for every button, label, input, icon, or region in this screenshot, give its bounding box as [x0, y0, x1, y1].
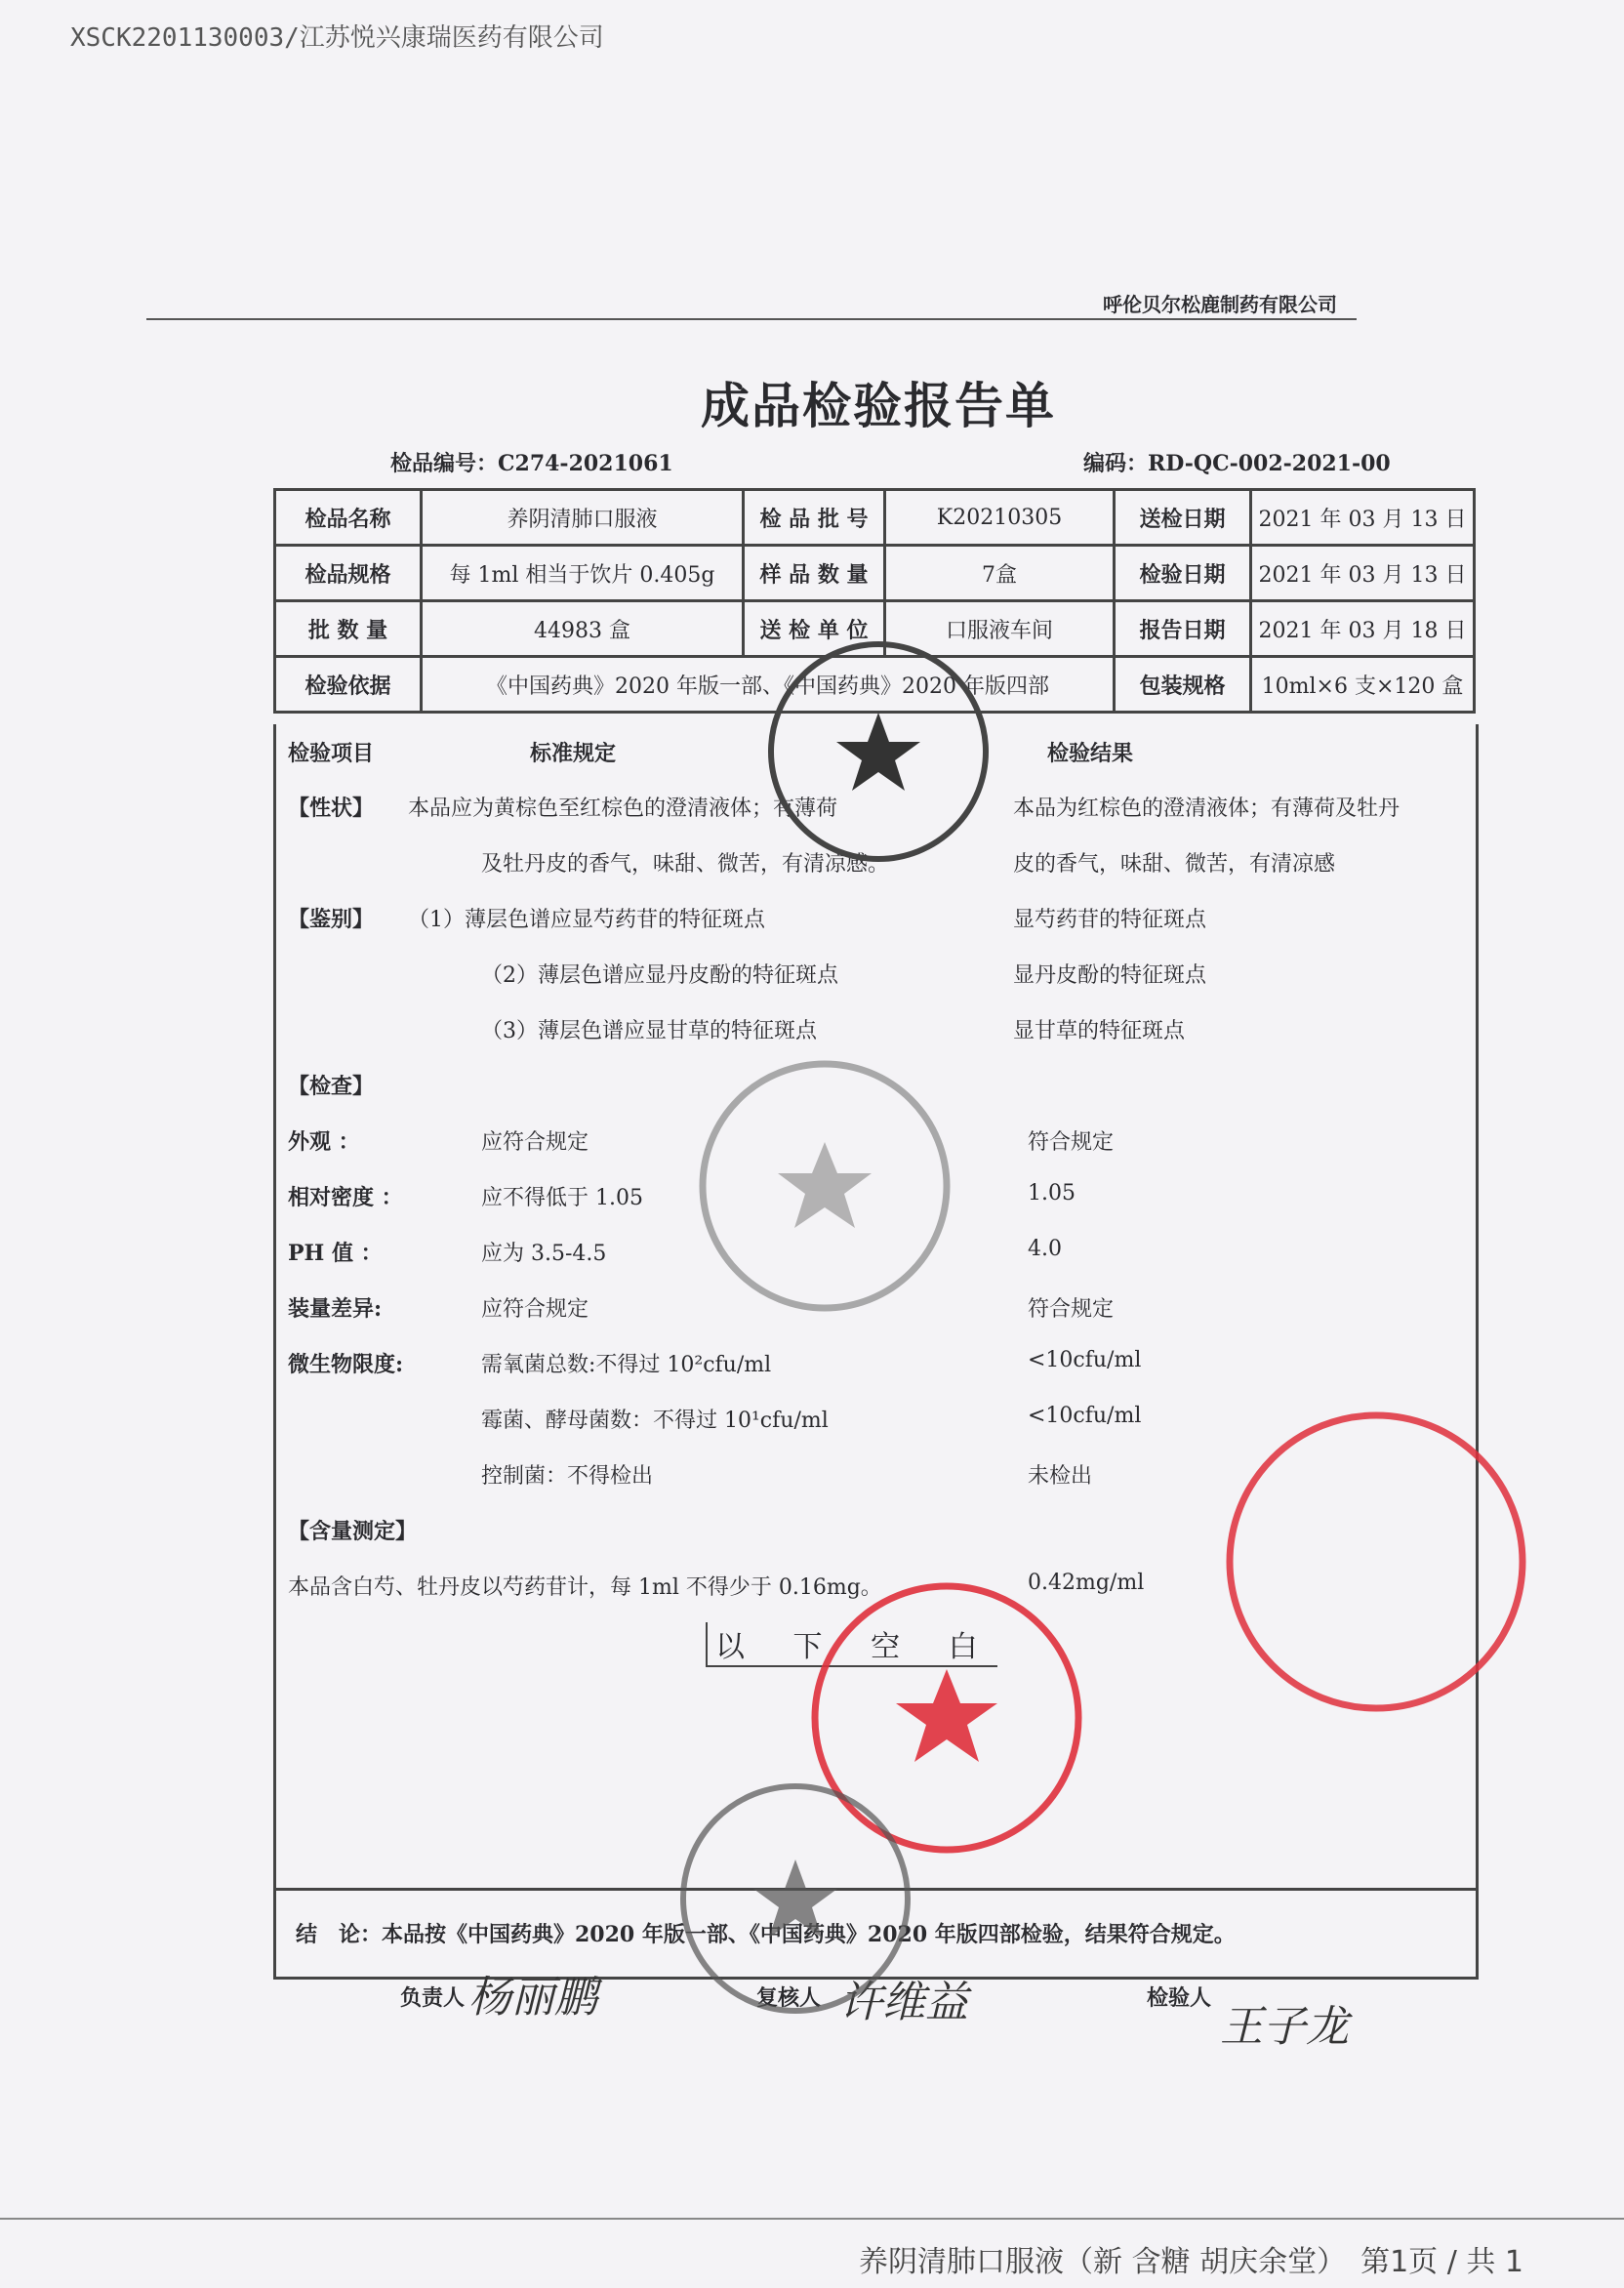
cell: 《中国药典》2020 年版一部、《中国药典》2020 年版四部: [422, 657, 1115, 713]
row-standard: 需氧菌总数:不得过 10²cfu/ml: [481, 1353, 772, 1377]
row-result: 4.0: [1028, 1237, 1062, 1261]
cell: 7盒: [885, 546, 1115, 601]
row-standard: 应不得低于 1.05: [481, 1186, 643, 1210]
table-row: [275, 490, 1475, 546]
row-result: 显丹皮酚的特征斑点: [1013, 963, 1207, 988]
responsible-label: 负责人: [400, 1985, 466, 2011]
row-result: 未检出: [1028, 1464, 1093, 1489]
row-standard: （1）薄层色谱应显芍药苷的特征斑点: [408, 908, 765, 932]
row-label: 【性状】: [288, 796, 375, 821]
cell: 送 检 单 位: [744, 601, 885, 657]
row-result: 显甘草的特征斑点: [1013, 1019, 1186, 1043]
cell: 10ml×6 支×120 盒: [1251, 657, 1475, 713]
conclusion-text: 结 论：本品按《中国药典》2020 年版一部、《中国药典》2020 年版四部检验，结果符合规定。: [296, 1922, 1236, 1947]
col-header-standard: 标准规定: [530, 741, 617, 766]
responsible-signature: 杨丽鹏: [468, 1973, 597, 2022]
row-result: 0.42mg/ml: [1028, 1571, 1145, 1595]
cell: 每 1ml 相当于饮片 0.405g: [422, 546, 744, 601]
row-standard: 霉菌、酵母菌数：不得过 10¹cfu/ml: [481, 1409, 829, 1433]
cell: 检验依据: [275, 657, 422, 713]
stamp-seal-1: [761, 634, 995, 869]
row-label: 【检查】: [288, 1074, 375, 1099]
row-standard: 应为 3.5-4.5: [481, 1242, 607, 1266]
row-label: 装量差异:: [288, 1296, 383, 1322]
cell: 养阴清肺口服液: [422, 490, 744, 546]
divider: [146, 318, 1357, 320]
row-standard: （2）薄层色谱应显丹皮酚的特征斑点: [481, 963, 838, 988]
company-name: 呼伦贝尔松鹿制药有限公司: [1103, 293, 1337, 316]
row-label: 【鉴别】: [288, 907, 375, 932]
reviewer-signature: 许维益: [839, 1978, 968, 2027]
cell: 检 品 批 号: [744, 490, 885, 546]
cell: 检品规格: [275, 546, 422, 601]
doc-code: 编码：RD-QC-002-2021-00: [1083, 451, 1391, 476]
inspector-label: 检验人: [1147, 1985, 1212, 2011]
row-label: 【含量测定】: [288, 1519, 418, 1544]
row-standard: 本品应为黄棕色至红棕色的澄清液体；有薄荷: [408, 797, 838, 821]
footer-divider: [0, 2218, 1624, 2220]
stamp-seal-2: [693, 1054, 956, 1318]
row-standard: 应符合规定: [481, 1297, 589, 1322]
row-label: 相对密度 ：: [288, 1185, 403, 1210]
cell: 检验日期: [1115, 546, 1251, 601]
table-row: [275, 546, 1475, 601]
footer-text: 养阴清肺口服液（新 含糖 胡庆余堂） 第1页 / 共 1: [859, 2245, 1523, 2279]
row-result: 符合规定: [1028, 1130, 1115, 1155]
cell: 样 品 数 量: [744, 546, 885, 601]
cell: K20210305: [885, 490, 1115, 546]
cell: 批 数 量: [275, 601, 422, 657]
row-result: 显芍药苷的特征斑点: [1013, 908, 1207, 932]
cell: 检品名称: [275, 490, 422, 546]
stamp-seal-5: [673, 1777, 917, 2021]
cell: 口服液车间: [885, 601, 1115, 657]
cell: 包装规格: [1115, 657, 1251, 713]
cell: 送检日期: [1115, 490, 1251, 546]
row-result: 1.05: [1028, 1181, 1076, 1205]
cell: 报告日期: [1115, 601, 1251, 657]
sample-number: 检品编号：C274-2021061: [390, 451, 673, 476]
row-standard: （3）薄层色谱应显甘草的特征斑点: [481, 1019, 817, 1043]
row-label: 外观 ：: [288, 1129, 360, 1155]
row-result: 符合规定: [1028, 1297, 1115, 1322]
cell: 2021 年 03 月 13 日: [1251, 546, 1475, 601]
row-standard: 控制菌：不得检出: [481, 1464, 654, 1489]
page-title: 成品检验报告单: [701, 377, 1056, 434]
row-result: 本品为红棕色的澄清液体；有薄荷及牡丹: [1013, 797, 1401, 821]
blank-mark: 以 下 空 白: [706, 1622, 997, 1667]
cell: 2021 年 03 月 18 日: [1251, 601, 1475, 657]
inspector-signature: 王子龙: [1220, 2002, 1349, 2052]
cell: 2021 年 03 月 13 日: [1251, 490, 1475, 546]
row-standard: 应符合规定: [481, 1130, 589, 1155]
header-code: XSCK2201130003/江苏悦兴康瑞医药有限公司: [70, 23, 604, 53]
cell: 44983 盒: [422, 601, 744, 657]
col-header-item: 检验项目: [288, 741, 375, 766]
row-result: <10cfu/ml: [1028, 1404, 1142, 1428]
row-result: <10cfu/ml: [1028, 1348, 1142, 1372]
row-result: 皮的香气，味甜、微苦，有清凉感: [1013, 852, 1336, 877]
row-standard: 及牡丹皮的香气，味甜、微苦，有清凉感。: [481, 852, 890, 877]
row-label: 微生物限度:: [288, 1352, 404, 1377]
stamp-seal-3: [1215, 1401, 1537, 1723]
col-header-result: 检验结果: [1047, 741, 1134, 766]
row-label: PH 值 ：: [288, 1241, 383, 1266]
row-standard: 本品含白芍、牡丹皮以芍药苷计，每 1ml 不得少于 0.16mg。: [288, 1575, 882, 1600]
reviewer-label: 复核人: [756, 1985, 822, 2011]
